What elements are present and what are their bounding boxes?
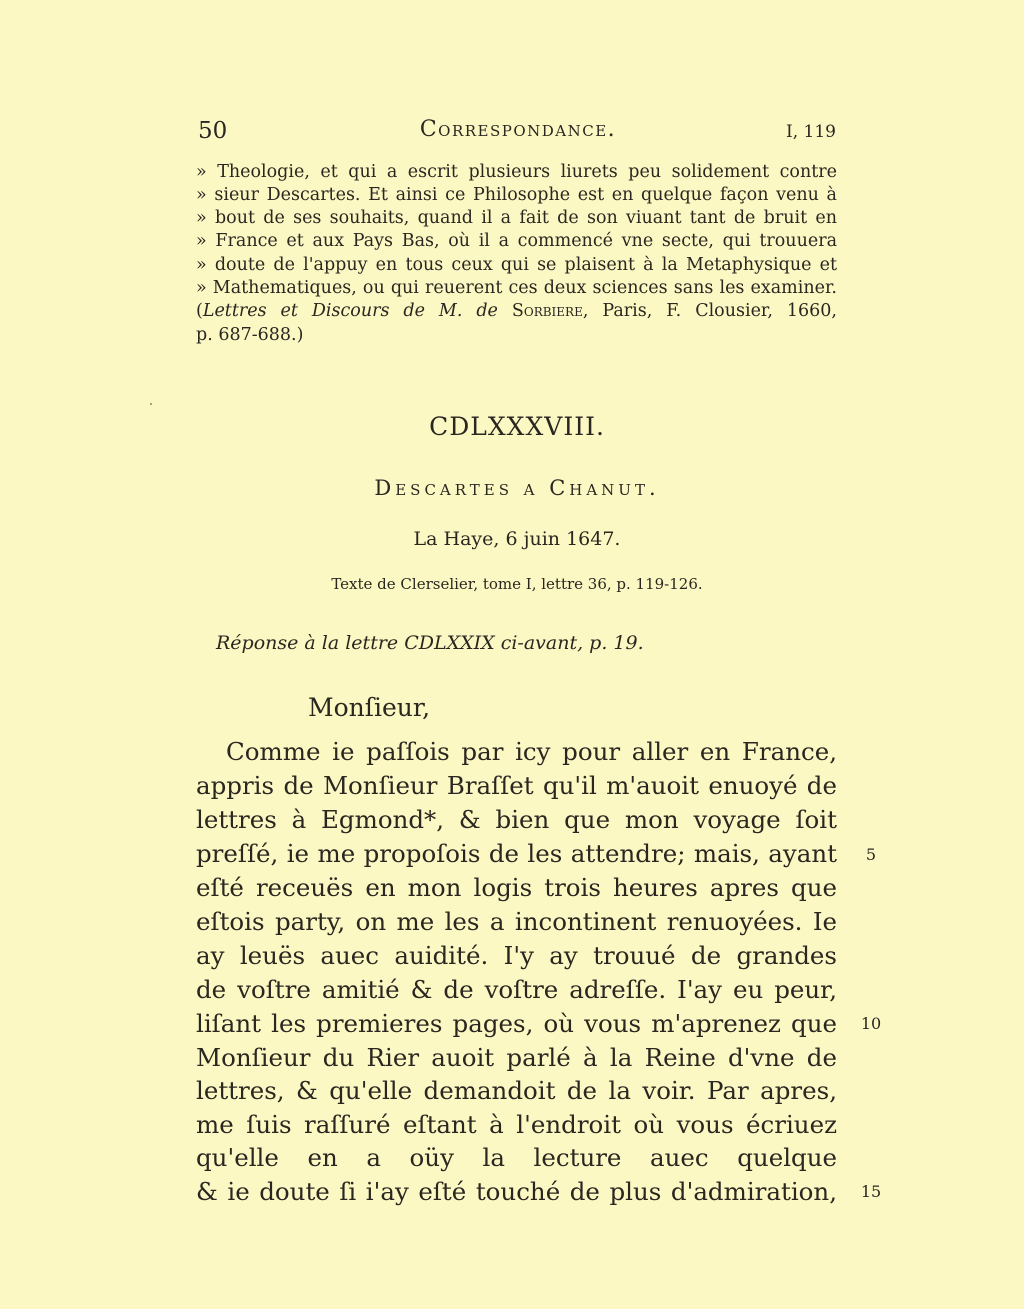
body-line: appris de Monſieur Braſſet qu'il m'auoit enuoyé de [196,771,837,800]
body-line: eſté receuës en mon logis trois heures apres que [196,873,837,902]
quote-line: » Mathematiques, ou qui reuerent ces deux sciences sans les examiner. [196,278,837,298]
body-line: eſtois party, on me les a incontinent renuoyées. Ie [196,907,837,936]
letter-reply-note: Réponse à la lettre CDLXXIX ci-avant, p. 19. [216,632,644,654]
body-line: liſant les premieres pages, où vous m'aprenez que [196,1009,837,1038]
body-line: me ſuis raſſuré eſtant à l'endroit où vous écriuez [196,1110,837,1139]
running-title: Correspondance. [419,117,617,142]
letter-number: CDLXXXVIII. [429,412,605,441]
letter-title: Descartes a Chanut. [374,476,660,500]
letter-source: Texte de Clerselier, tome I, lettre 36, p. 119-126. [331,575,703,593]
body-line: ay leuës auec auidité. I'y ay trouué de grandes [196,941,837,970]
body-line: preſſé, ie me propoſois de les attendre; mais, ayant [196,839,837,868]
body-line: qu'elle en a oüy la lecture auec quelque [196,1143,837,1172]
quote-line: » France et aux Pays Bas, où il a commencé vne secte, qui trouuera [196,231,837,251]
letter-date: La Haye, 6 juin 1647. [413,528,621,550]
body-line: lettres, & qu'elle demandoit de la voir. Par apres, [196,1076,837,1105]
page-number: 50 [198,118,228,144]
line-number: 10 [860,1014,882,1033]
line-number: 15 [860,1182,882,1201]
author-name: Sorbiere [511,301,583,321]
salutation: Monſieur, [308,693,431,722]
quote-line: » sieur Descartes. Et ainsi ce Philosophe est en quelque façon venu à [196,185,837,205]
quote-citation: (Lettres et Discours de M. de Sorbiere, Paris, F. Clousier, 1660, [196,301,837,321]
body-line: & ie doute ſi i'ay eſté touché de plus d'admiration, [196,1177,837,1206]
body-line: de voſtre amitié & de voſtre adreſſe. I'ay eu peur, [196,975,837,1004]
paper-speck [150,403,152,405]
body-line: Comme ie paſſois par icy pour aller en France, [226,737,837,766]
quote-line: p. 687-688.) [196,325,304,345]
line-number: 5 [865,845,877,864]
body-line: lettres à Egmond*, & bien que mon voyage ſoit [196,805,837,834]
quote-line: » bout de ses souhaits, quand il a fait de son viuant tant de bruit en [196,208,837,228]
quote-line: » Theologie, et qui a escrit plusieurs liurets peu solidement contre [196,162,837,182]
volume-reference: I, 119 [786,122,836,142]
body-line: Monſieur du Rier auoit parlé à la Reine d'vne de [196,1043,837,1072]
quote-line: » doute de l'appuy en tous ceux qui se plaisent à la Metaphysique et [196,255,837,275]
